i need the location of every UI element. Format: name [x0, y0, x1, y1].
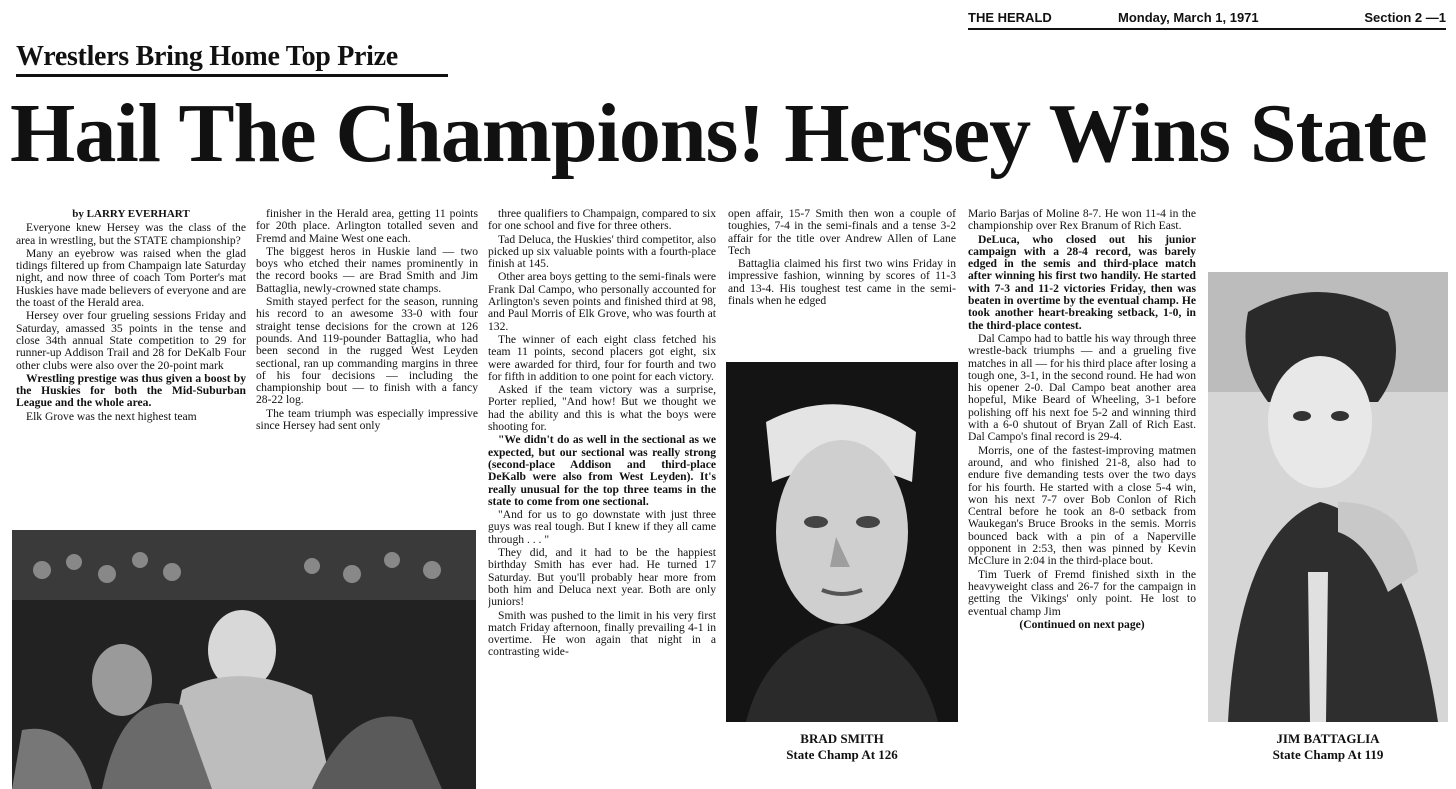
jim-battaglia-portrait: [1208, 272, 1448, 722]
paragraph: Dal Campo had to battle his way through three wrestle-back triumphs — and a grueling five matches in all — for his third place after losing a tough one, 3-1, in the second round. He had won his opener 2-0. Dal Campo beat another area hopeful, Mike Beard of Wheeling, 3-1 before polishing off his next foe 5-2 and winning third with a 6-0 shutout of Bryan Zall of Rich East. Dal Campo's final record is 29-4.: [968, 331, 1196, 444]
article-column-5: [968, 208, 1196, 774]
paragraph: "We didn't do as well in the sectional as we expected, but our sectional was really strong (second-place Addison and third-place DeKalb were also from West Leyden). It's really unusual for the top three teams in the state to come from one sectional.: [488, 433, 716, 508]
paragraph: Everyone knew Hersey was the class of the area in wrestling, but the STATE championship?: [16, 221, 246, 247]
article-column-2: [256, 208, 478, 488]
paragraph: Morris, one of the fastest-improving matmen around, and who finished 21-8, also had to endure five demanding tests over the two days for his fourth. He started with a close 5-4 win, won his next 7-7 over Bob Conlon of Rich Central before he took an 8-0 setback from Waukegan's Bruce Brooks in the semis. Morris bounced back with a pin of a Naperville opponent in 2:53, then was pinned by Kevin McClure in 2:04 in the third-place bout.: [968, 443, 1196, 568]
paragraph: DeLuca, who closed out his junior campaign with a 28-4 record, was barely edged in the semis and third-place match after winning his first two handily. He started with 7-3 and 11-2 victories Friday, then was beaten in overtime by the eventual champ. He took another heart-breaking setback, 1-0, in the third-place contest.: [968, 232, 1196, 332]
continued-note: (Continued on next page): [1019, 617, 1145, 631]
paragraph: Asked if the team victory was a surprise, Porter replied, "And how! But we thought we had the ability and this is what the boys were shooting for.: [488, 383, 716, 434]
article-column-3: [488, 208, 716, 774]
paragraph: Mario Barjas of Moline 8-7. He won 11-4 in the championship over Rex Branum of Rich East.: [968, 208, 1196, 233]
paragraph: Tim Tuerk of Fremd finished sixth in the heavyweight class and 26-7 for the campaign in getting the Vikings' only point. He lost to eventual champ Jim: [968, 567, 1196, 618]
brad-smith-portrait: [726, 362, 958, 722]
article-column-1: [16, 208, 246, 488]
paragraph: Hersey over four grueling sessions Friday and Saturday, amassed 35 points in the tense and close 34th annual State competition to 29 for runner-up Addison Trail and 28 for DeKalb Four other clubs were also over the 20-point mark: [16, 309, 246, 372]
article-column-4: [728, 208, 956, 350]
paragraph: finisher in the Herald area, getting 11 points for 20th place. Arlington totalled seven and Fremd and Maine West one each.: [256, 208, 478, 245]
paragraph: Elk Grove was the next highest team: [26, 409, 197, 423]
paragraph: The team triumph was especially impressive since Hersey had sent only: [256, 406, 478, 433]
byline: by LARRY EVERHART: [72, 208, 190, 220]
section-number: Section 2 —1: [1364, 9, 1446, 25]
brad-smith-caption: [726, 731, 958, 763]
paragraph: Many an eyebrow was raised when the glad tidings filtered up from Champaign late Saturday night, and now three of coach Tom Porter's mat Huskies have made believers of everyone and are the toast of the Herald area.: [16, 246, 246, 310]
paragraph: They did, and it had to be the happiest birthday Smith has ever had. He turned 17 Saturday. But you'll probably hear more from both him and Deluca next year. Both are only juniors!: [488, 546, 716, 609]
paragraph: Smith was pushed to the limit in his very first match Friday afternoon, finally prevailing 4-1 in overtime. He won again that night in a contrasting wide-: [488, 608, 716, 659]
paragraph: open affair, 15-7 Smith then won a couple of toughies, 7-4 in the semi-finals and a tense 3-2 affair for the title over Andrew Allen of Lane Tech: [728, 208, 956, 257]
paragraph: three qualifiers to Champaign, compared to six for one school and five for three others.: [488, 208, 716, 233]
paragraph: Other area boys getting to the semi-finals were Frank Dal Campo, who personally accounted for Arlington's seven points and finished third at 98, and Paul Morris of Elk Grove, who was fourth at 132.: [488, 270, 716, 333]
wrestling-action-photo: [12, 530, 476, 789]
paragraph: The winner of each eight class fetched his team 11 points, second placers got eight, six were awarded for third, four for fourth and two for fifth in addition to one point for each victory.: [488, 332, 716, 383]
paragraph: Wrestling prestige was thus given a boost by the Huskies for both the Mid-Suburban League and the whole area.: [16, 371, 246, 410]
brad-smith-subtitle: State Champ At 126: [786, 747, 898, 762]
brad-smith-name: BRAD SMITH: [800, 731, 884, 746]
main-headline: Hail The Champions! Hersey Wins State: [10, 87, 1427, 180]
paper-name: THE HERALD: [968, 9, 1052, 25]
jim-battaglia-subtitle: State Champ At 119: [1272, 747, 1384, 762]
paragraph: "And for us to go downstate with just three guys was real tough. But I knew if they all came through . . . ": [488, 508, 716, 546]
paragraph: The biggest heros in Huskie land — two boys who etched their names prominently in the record books — are Brad Smith and Jim Battaglia, newly-crowned state champs.: [256, 244, 478, 295]
masthead: [968, 6, 1446, 30]
paragraph: Battaglia claimed his first two wins Friday in impressive fashion, winning by scores of 11-3 and 13-4. His toughest test came in the semi-finals when he edged: [728, 257, 956, 308]
kicker-headline: Wrestlers Bring Home Top Prize: [16, 40, 448, 77]
paragraph: Smith stayed perfect for the season, running his record to an awesome 33-0 with four straight tense decisions for the crown at 126 pounds. And 119-pounder Battaglia, who had been second in the rugged West Leyden sectional, ran up commanding margins in three of his four decisions — including the championship bout — to finish with a fancy 28-22 log.: [256, 295, 478, 407]
jim-battaglia-caption: [1208, 731, 1448, 763]
paragraph: Tad Deluca, the Huskies' third competitor, also picked up six valuable points with a fourth-place finish at 145.: [488, 232, 716, 271]
issue-date: Monday, March 1, 1971: [1118, 9, 1259, 25]
jim-battaglia-name: JIM BATTAGLIA: [1276, 731, 1380, 746]
